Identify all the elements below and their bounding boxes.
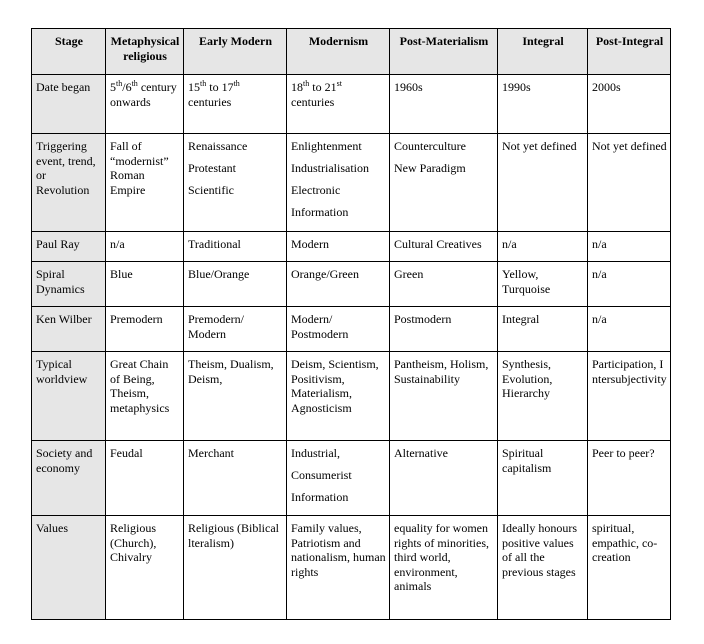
table-cell: n/a bbox=[106, 232, 184, 262]
row-label: Values bbox=[32, 516, 106, 620]
table-cell: Merchant bbox=[184, 441, 287, 516]
table-cell: 5th/6th century onwards bbox=[106, 75, 184, 134]
header-post-materialism: Post-Materialism bbox=[390, 29, 498, 75]
stages-table bbox=[31, 28, 671, 620]
table-cell: Not yet defined bbox=[498, 134, 588, 232]
table-cell: Premodern/ Modern bbox=[184, 307, 287, 352]
table-cell: Participation, Intersubjectivity bbox=[588, 352, 671, 441]
table-row bbox=[32, 352, 671, 441]
row-label: Triggering event, trend, or Revolution bbox=[32, 134, 106, 232]
table-cell: Not yet defined bbox=[588, 134, 671, 232]
table-row bbox=[32, 307, 671, 352]
header-early-modern: Early Modern bbox=[184, 29, 287, 75]
table-cell: Deism, Scientism, Positivism, Materialism, Agnosticism bbox=[287, 352, 390, 441]
table-cell: Alternative bbox=[390, 441, 498, 516]
table-row bbox=[32, 75, 671, 134]
table-cell: Postmodern bbox=[390, 307, 498, 352]
header-integral: Integral bbox=[498, 29, 588, 75]
table-row bbox=[32, 516, 671, 620]
table-cell: Renaissance Protestant Scientific bbox=[184, 134, 287, 232]
table-cell: Ideally honours positive values of all the previous stages bbox=[498, 516, 588, 620]
header-stage: Stage bbox=[32, 29, 106, 75]
table-cell: Fall of “modernist” Roman Empire bbox=[106, 134, 184, 232]
table-cell: Blue bbox=[106, 262, 184, 307]
table-cell: Synthesis, Evolution, Hierarchy bbox=[498, 352, 588, 441]
table-cell: Green bbox=[390, 262, 498, 307]
header-row bbox=[32, 29, 671, 75]
table-cell: Spiritual capitalism bbox=[498, 441, 588, 516]
table-cell: 1960s bbox=[390, 75, 498, 134]
table-cell: equality for women rights of minorities, third world, environment, animals bbox=[390, 516, 498, 620]
table-cell: Cultural Creatives bbox=[390, 232, 498, 262]
table-cell: Yellow, Turquoise bbox=[498, 262, 588, 307]
header-metaphysical: Metaphysical religious bbox=[106, 29, 184, 75]
row-label: Spiral Dynamics bbox=[32, 262, 106, 307]
table-row bbox=[32, 441, 671, 516]
table-cell: Counterculture New Paradigm bbox=[390, 134, 498, 232]
table-cell: Religious (Biblical lteralism) bbox=[184, 516, 287, 620]
table-cell: n/a bbox=[588, 232, 671, 262]
header-post-integral: Post-Integral bbox=[588, 29, 671, 75]
row-label: Typical worldview bbox=[32, 352, 106, 441]
row-label: Paul Ray bbox=[32, 232, 106, 262]
table-cell: Traditional bbox=[184, 232, 287, 262]
table-row bbox=[32, 232, 671, 262]
table-cell: Feudal bbox=[106, 441, 184, 516]
table-cell: Modern/ Postmodern bbox=[287, 307, 390, 352]
table-cell: Industrial, Consumerist Information bbox=[287, 441, 390, 516]
table-cell: n/a bbox=[498, 232, 588, 262]
header-modernism: Modernism bbox=[287, 29, 390, 75]
table-cell: n/a bbox=[588, 262, 671, 307]
row-label: Ken Wilber bbox=[32, 307, 106, 352]
table-cell: 2000s bbox=[588, 75, 671, 134]
table-cell: Premodern bbox=[106, 307, 184, 352]
table-cell: Religious (Church), Chivalry bbox=[106, 516, 184, 620]
row-label: Date began bbox=[32, 75, 106, 134]
table-cell: n/a bbox=[588, 307, 671, 352]
table-cell: Pantheism, Holism, Sustainability bbox=[390, 352, 498, 441]
table-cell: Modern bbox=[287, 232, 390, 262]
table-row bbox=[32, 262, 671, 307]
table-cell: Blue/Orange bbox=[184, 262, 287, 307]
table-cell: Integral bbox=[498, 307, 588, 352]
table-cell: 1990s bbox=[498, 75, 588, 134]
table-cell: Peer to peer? bbox=[588, 441, 671, 516]
table-cell: Enlightenment Industrialisation Electronic Information bbox=[287, 134, 390, 232]
table-cell: Great Chain of Being, Theism, metaphysics bbox=[106, 352, 184, 441]
row-label: Society and economy bbox=[32, 441, 106, 516]
table-cell: Family values, Patriotism and nationalism, human rights bbox=[287, 516, 390, 620]
table-row bbox=[32, 134, 671, 232]
table-cell: 15th to 17th centuries bbox=[184, 75, 287, 134]
table-cell: Theism, Dualism, Deism, bbox=[184, 352, 287, 441]
table-cell: 18th to 21st centuries bbox=[287, 75, 390, 134]
table-cell: Orange/Green bbox=[287, 262, 390, 307]
table-cell: spiritual, empathic, co-creation bbox=[588, 516, 671, 620]
